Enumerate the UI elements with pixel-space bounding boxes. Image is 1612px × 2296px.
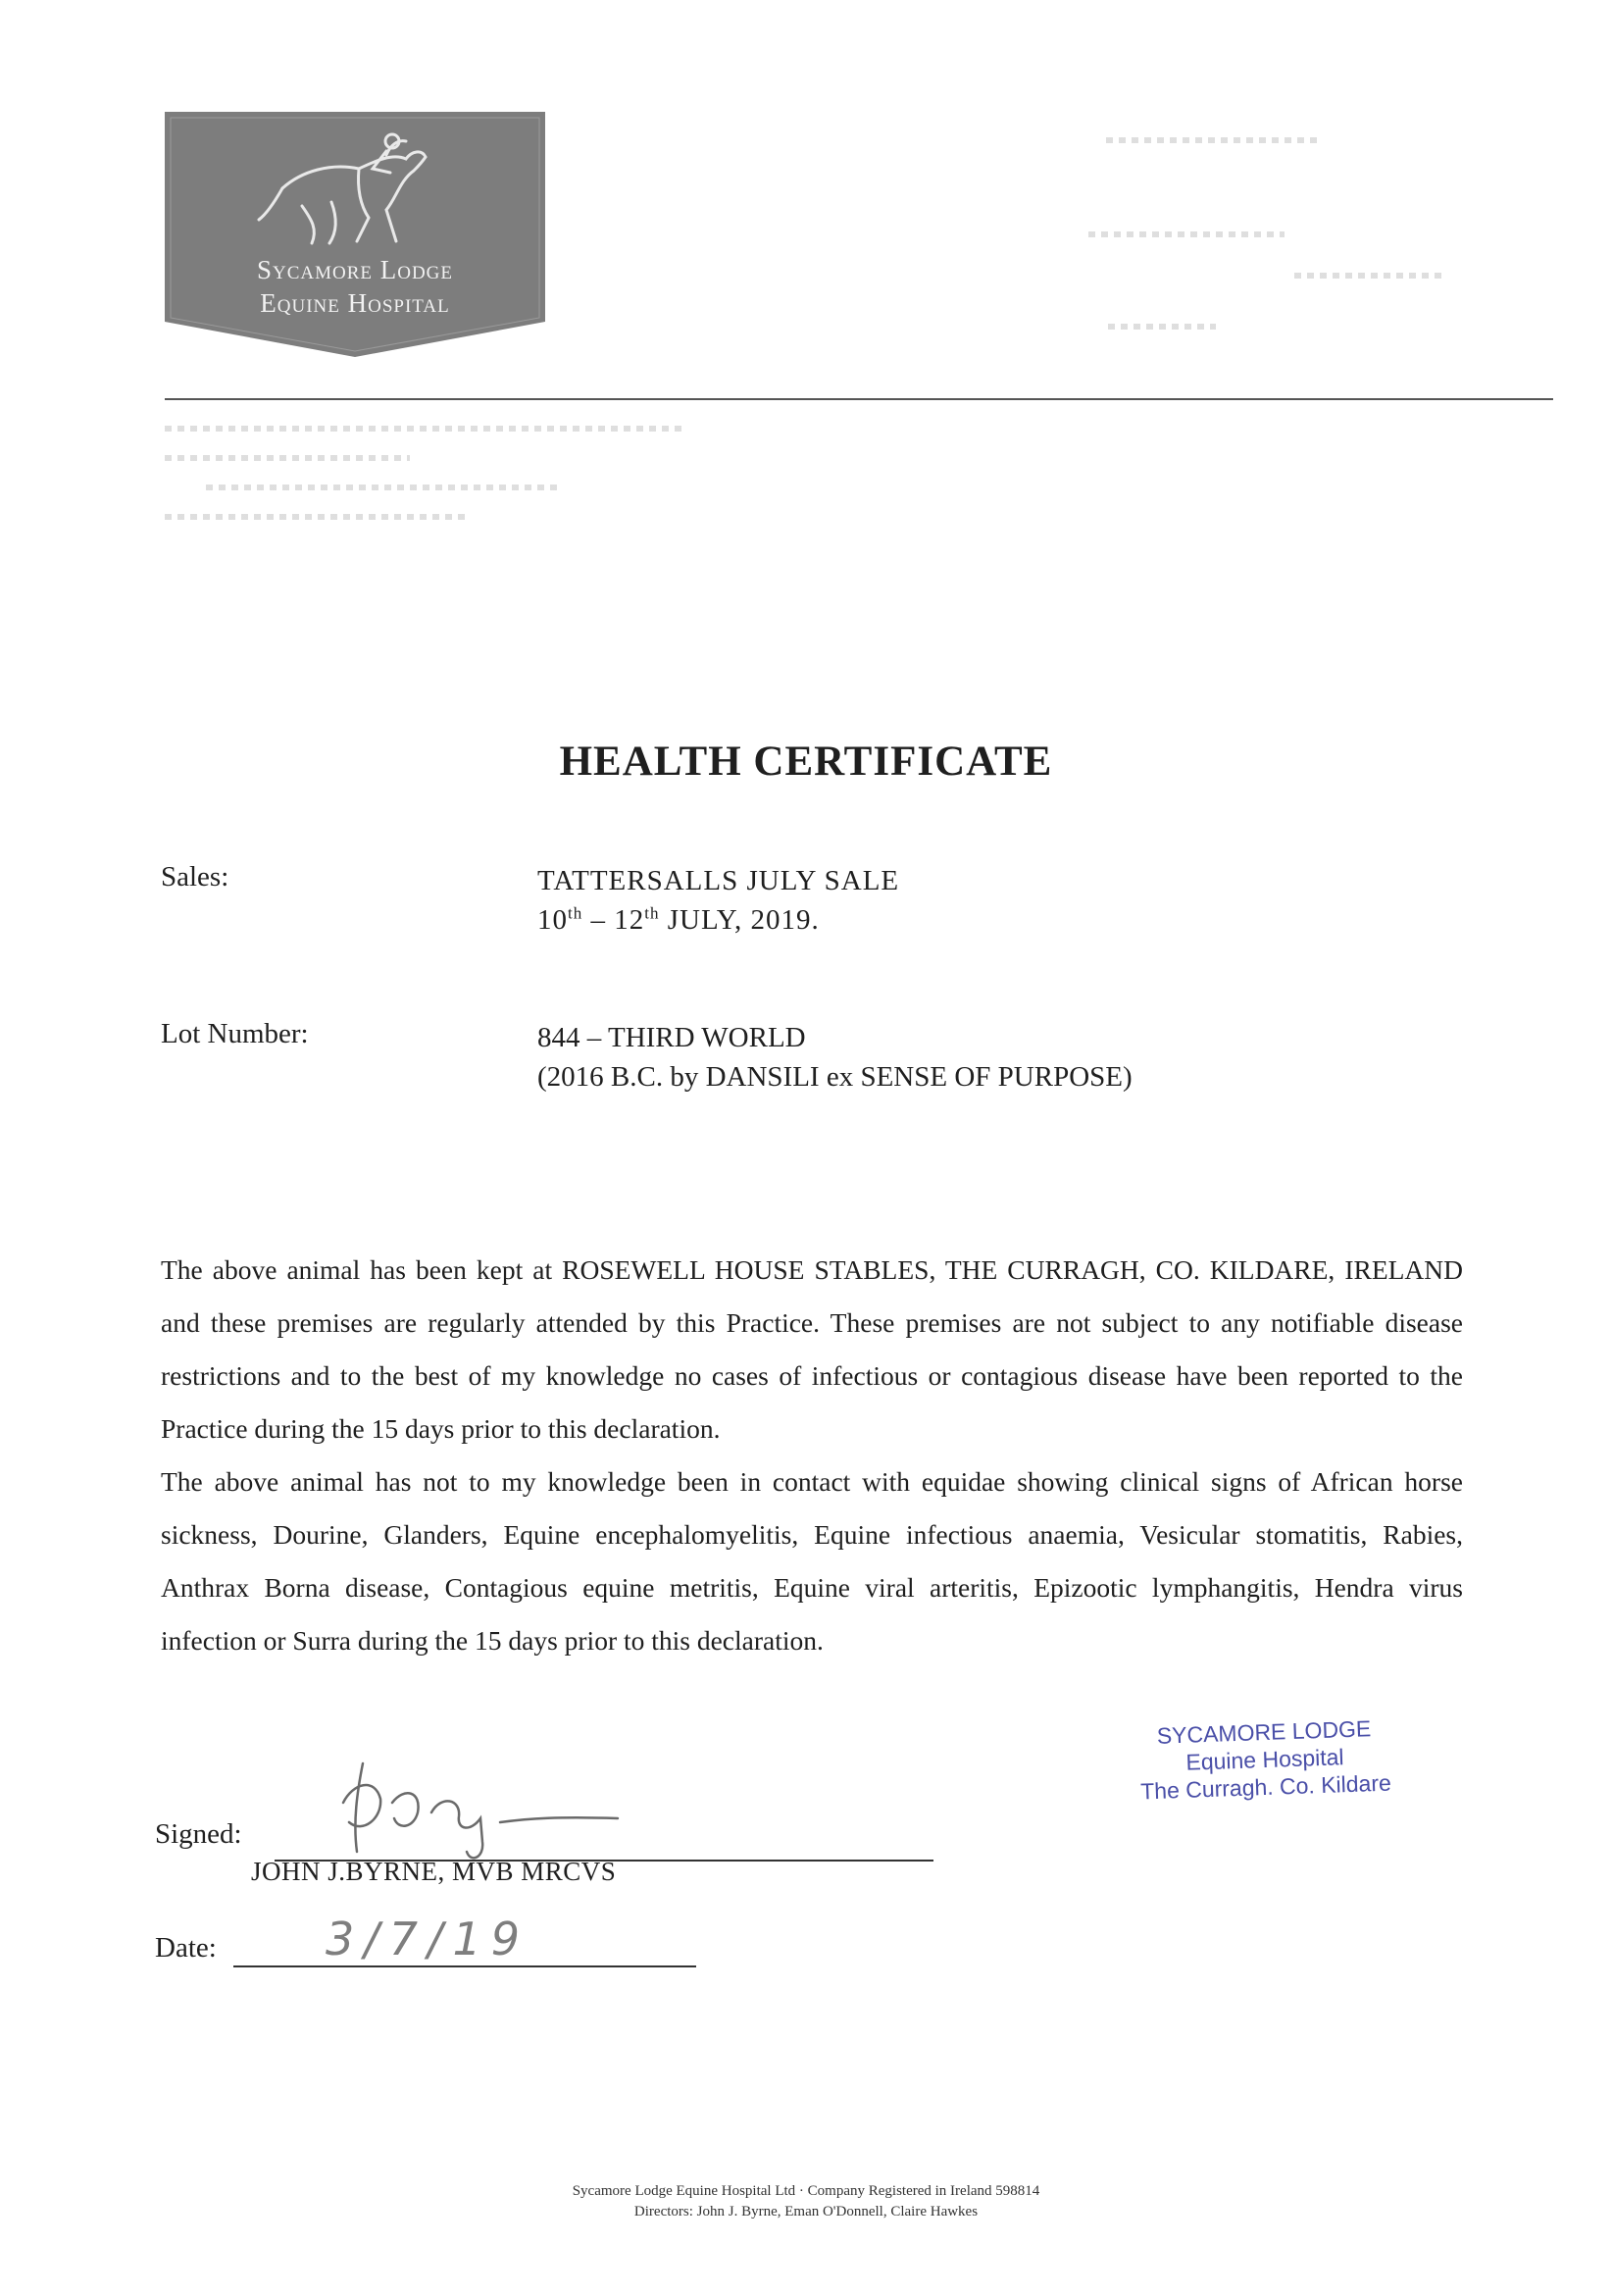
- document-title: HEALTH CERTIFICATE: [559, 739, 1053, 785]
- recipient-address-line: [206, 485, 559, 490]
- hospital-logo: [165, 112, 545, 357]
- recipient-address-line: [165, 455, 410, 461]
- practice-stamp: [1078, 1711, 1453, 1807]
- letterhead-divider: [165, 398, 1553, 400]
- lot-pedigree: (2016 B.C. by DANSILI ex SENSE OF PURPOSE): [537, 1061, 1133, 1093]
- sales-label: Sales:: [161, 861, 229, 893]
- letterhead-contact-line: [1088, 231, 1285, 237]
- lot-number-label: Lot Number:: [161, 1018, 309, 1049]
- recipient-address-line: [165, 514, 469, 520]
- logo-title-line1: Sycamore Lodge: [256, 255, 454, 284]
- handwritten-signature: [324, 1744, 677, 1871]
- handwritten-date: 3/7/19: [326, 1913, 530, 1965]
- sales-name: TATTERSALLS JULY SALE: [537, 865, 900, 896]
- signer-name: JOHN J.BYRNE, MVB MRCVS: [251, 1857, 617, 1886]
- footer-registration: Sycamore Lodge Equine Hospital Ltd · Company Registered in Ireland 598814: [572, 2183, 1040, 2199]
- declaration-paragraph-contact: The above animal has not to my knowledge been in contact with equidae showing clinical signs of African horse sickness, Dourine, Glanders, Equine encephalomyelitis, Equine infectious anaemia, Vesicular stomatitis, Rabies, Anthrax Borna disease, Contagious equine metritis, Equine viral arteritis, Epizootic lymphangitis, Hendra virus infection or Surra during the 15 days prior to this declaration.: [161, 1466, 1463, 1656]
- sales-dates: 10th – 12th JULY, 2019.: [537, 903, 820, 936]
- recipient-address-line: [165, 426, 684, 432]
- date-line: [233, 1965, 696, 1967]
- declaration-paragraph-premises: The above animal has been kept at ROSEWELL HOUSE STABLES, THE CURRAGH, CO. KILDARE, IRELAND and these premises are regularly attended by this Practice. These premises are not subject to any notifiable disease restrictions and to the best of my knowledge no cases of infectious or contagious disease have been reported to the Practice during the 15 days prior to this declaration.: [161, 1254, 1463, 1444]
- stamp-line1: SYCAMORE LODGE: [1156, 1715, 1372, 1749]
- logo-badge-shape: [165, 112, 545, 357]
- logo-title-line2: Equine Hospital: [260, 288, 450, 318]
- letterhead-contact-line: [1294, 273, 1441, 279]
- sales-value: [537, 861, 899, 940]
- letterhead-contact-line: [1106, 137, 1322, 143]
- lot-number-value: [537, 1018, 1133, 1097]
- company-footer: [0, 2181, 1612, 2222]
- stamp-line3: The Curragh. Co. Kildare: [1139, 1769, 1392, 1805]
- letterhead-contact-line: [1108, 324, 1216, 330]
- footer-directors: Directors: John J. Byrne, Eman O'Donnell, Claire Hawkes: [633, 2204, 979, 2219]
- stamp-line2: Equine Hospital: [1185, 1744, 1344, 1775]
- date-label: Date:: [155, 1932, 217, 1964]
- lot-name: 844 – THIRD WORLD: [537, 1022, 806, 1053]
- declaration-text: [161, 1244, 1463, 1667]
- signed-label: Signed:: [155, 1818, 242, 1850]
